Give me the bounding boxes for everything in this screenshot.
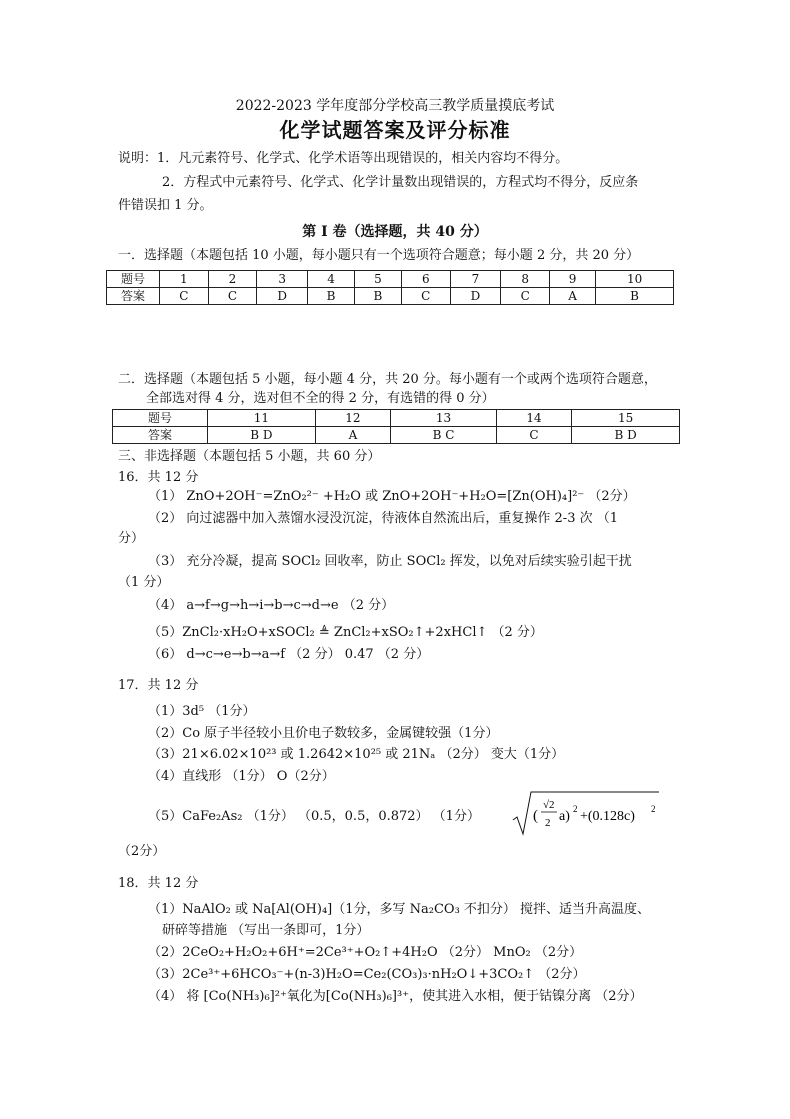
- part1-title: 第 I 卷（选择题，共 40 分）: [302, 224, 488, 240]
- cell-q11: 11: [208, 410, 316, 427]
- section2-heading-cont: 全部选对得 4 分，选对但不全的得 2 分，有选错的得 0 分）: [146, 391, 495, 406]
- document-title: 化学试题答案及评分标准: [279, 118, 511, 142]
- q16-line-1: （1） ZnO+2OH⁻=ZnO₂²⁻ +H₂O 或 ZnO+2OH⁻+H₂O=[Zn(OH)₄]²⁻ （2分）: [148, 489, 636, 504]
- q17-line-5-cont: （2分）: [118, 844, 166, 859]
- section3-heading: 三、非选择题（本题包括 5 小题，共 60 分）: [118, 449, 381, 464]
- cell-q5: 5: [355, 271, 402, 288]
- svg-text:√2: √2: [543, 799, 555, 811]
- q18-line-1-cont: 研碎等措施 （写出一条即可，1分）: [162, 923, 370, 938]
- q17-line-1: （1）3d⁵ （1分）: [148, 704, 256, 719]
- q16-line-5: （5）ZnCl₂·xH₂O+xSOCl₂ ≜ ZnCl₂+xSO₂↑+2xHCl↑ （2 分）: [148, 625, 543, 640]
- table-row-numbers: [107, 271, 674, 288]
- svg-text:+(0.128c): +(0.128c): [580, 809, 635, 824]
- table-row-answers: [113, 427, 680, 444]
- cell-a9: A: [550, 288, 596, 305]
- q17-line-4: （4）直线形 （1分） O（2分）: [148, 769, 335, 784]
- svg-text:2: 2: [545, 817, 551, 829]
- exam-title-line: 2022-2023 学年度部分学校高三教学质量摸底考试: [235, 98, 555, 114]
- q18-line-3: （3）2Ce³⁺+6HCO₃⁻+(n-3)H₂O=Ce₂(CO₃)₃·nH₂O↓+3CO₂↑ （2分）: [148, 967, 586, 982]
- cell-a4: B: [308, 288, 355, 305]
- q16-line-2-cont: 分）: [118, 531, 145, 546]
- cell-q13: 13: [391, 410, 497, 427]
- cell-a11: B D: [208, 427, 316, 444]
- cell-a6: C: [401, 288, 450, 305]
- q17-line-5: （5）CaFe₂As₂ （1分） （0.5，0.5，0.872） （1分）: [148, 809, 480, 824]
- q18-heading: 18．共 12 分: [118, 876, 199, 891]
- cell-q7: 7: [450, 271, 501, 288]
- svg-text:a): a): [559, 809, 570, 824]
- cell-q15: 15: [572, 410, 680, 427]
- q16-line-3: （3） 充分冷凝，提高 SOCl₂ 回收率，防止 SOCl₂ 挥发，以免对后续实验引起干扰: [148, 554, 632, 569]
- svg-text:2: 2: [573, 804, 578, 814]
- cell-q1: 1: [160, 271, 209, 288]
- svg-text:(: (: [533, 808, 538, 824]
- answer-table-2: [112, 409, 680, 444]
- row-label-number: 题号: [113, 410, 208, 427]
- answer-table-1: [106, 270, 674, 305]
- q17-line-2: （2）Co 原子半径较小且价电子数较多，金属键较强（1分）: [148, 726, 499, 741]
- cell-q8: 8: [501, 271, 550, 288]
- q17-line-3: （3）21×6.02×10²³ 或 1.2642×10²⁵ 或 21Nₐ （2分） 变大（1分）: [148, 747, 565, 762]
- section2-heading: 二．选择题（本题包括 5 小题，每小题 4 分，共 20 分。每小题有一个或两个选项符合题意，: [118, 372, 657, 387]
- cell-a2: C: [208, 288, 257, 305]
- q16-line-3-cont: （1 分）: [118, 575, 170, 590]
- cell-q9: 9: [550, 271, 596, 288]
- cell-a12: A: [315, 427, 390, 444]
- cell-a3: D: [257, 288, 308, 305]
- q18-line-2: （2）2CeO₂+H₂O₂+6H⁺=2Ce³⁺+O₂↑+4H₂O （2分） MnO₂ （2分）: [148, 945, 583, 960]
- note-1: 说明：1．凡元素符号、化学式、化学术语等出现错误的，相关内容均不得分。: [118, 151, 569, 166]
- section1-heading: 一．选择题（本题包括 10 小题，每小题只有一个选项符合题意；每小题 2 分，共 20 分）: [118, 248, 640, 263]
- cell-q14: 14: [496, 410, 571, 427]
- row-label-answer: 答案: [113, 427, 208, 444]
- row-label-answer: 答案: [107, 288, 160, 305]
- cell-a10: B: [596, 288, 674, 305]
- radical-sign-icon: [511, 790, 661, 836]
- q16-line-6: （6） d→c→e→b→a→f （2 分） 0.47 （2 分）: [148, 647, 430, 662]
- note-2b: 件错误扣 1 分。: [118, 198, 213, 213]
- cell-a14: C: [496, 427, 571, 444]
- q16-line-2: （2） 向过滤器中加入蒸馏水浸没沉淀，待液体自然流出后，重复操作 2-3 次 （1: [148, 511, 619, 526]
- cell-q3: 3: [257, 271, 308, 288]
- note-2a: 2．方程式中元素符号、化学式、化学计量数出现错误的，方程式均不得分，反应条: [162, 175, 639, 190]
- cell-q2: 2: [208, 271, 257, 288]
- sqrt-formula: [511, 790, 661, 836]
- q17-heading: 17．共 12 分: [118, 678, 199, 693]
- q18-line-4: （4） 将 [Co(NH₃)₆]²⁺氧化为[Co(NH₃)₆]³⁺，使其进入水相，便于钴镍分离 （2分）: [148, 989, 643, 1004]
- cell-q4: 4: [308, 271, 355, 288]
- cell-a7: D: [450, 288, 501, 305]
- cell-q10: 10: [596, 271, 674, 288]
- svg-text:2: 2: [651, 804, 656, 814]
- cell-a13: B C: [391, 427, 497, 444]
- cell-a1: C: [160, 288, 209, 305]
- table-row-numbers: [113, 410, 680, 427]
- row-label-number: 题号: [107, 271, 160, 288]
- q18-line-1: （1）NaAlO₂ 或 Na[Al(OH)₄]（1分，多写 Na₂CO₃ 不扣分） 搅拌、适当升高温度、: [148, 902, 651, 917]
- cell-q6: 6: [401, 271, 450, 288]
- table-row-answers: [107, 288, 674, 305]
- cell-a8: C: [501, 288, 550, 305]
- q16-heading: 16．共 12 分: [118, 470, 199, 485]
- cell-a15: B D: [572, 427, 680, 444]
- cell-a5: B: [355, 288, 402, 305]
- q16-line-4: （4） a→f→g→h→i→b→c→d→e （2 分）: [148, 598, 395, 613]
- cell-q12: 12: [315, 410, 390, 427]
